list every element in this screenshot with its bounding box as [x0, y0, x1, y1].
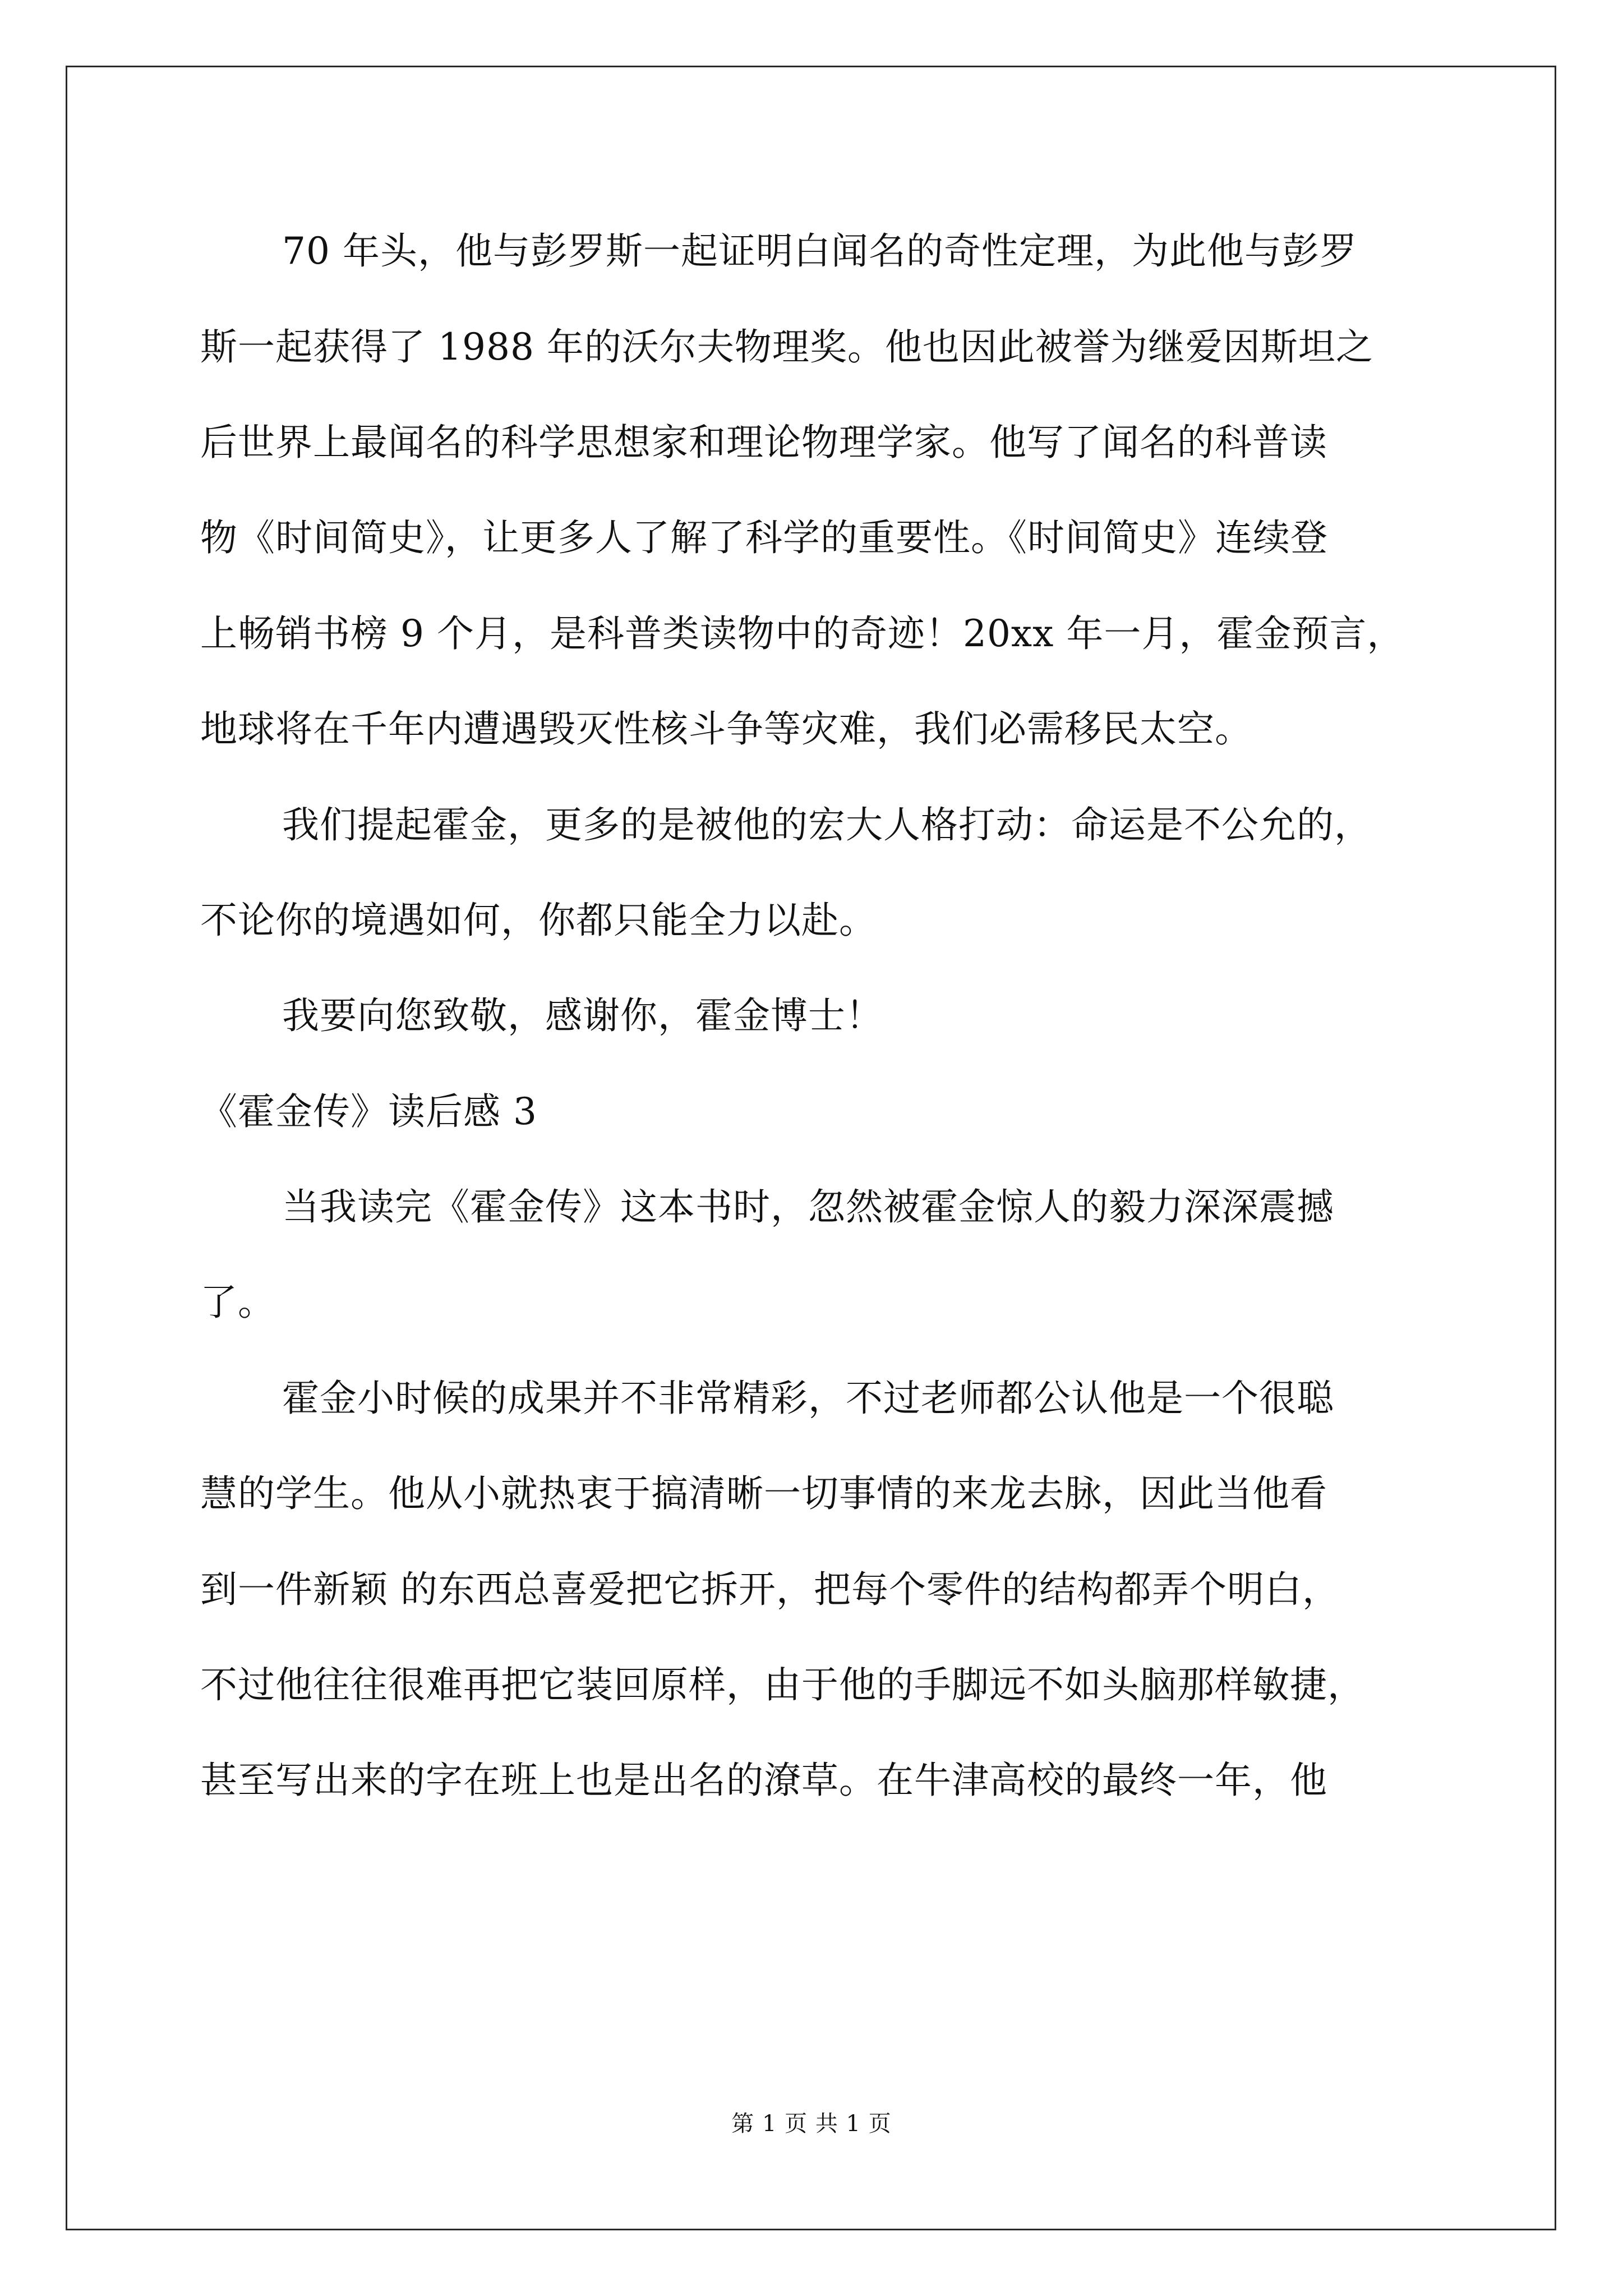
text-line: 甚至写出来的字在班上也是出名的潦草。在牛津高校的最终一年，他: [200, 1759, 1327, 1802]
section-heading: 《霍金传》读后感 3: [200, 1090, 537, 1133]
text-line: 慧的学生。他从小就热衷于搞清晰一切事情的来龙去脉，因此当他看: [200, 1472, 1327, 1515]
text-line: 到一件新颖 的东西总喜爱把它拆开，把每个零件的结构都弄个明白，: [200, 1568, 1340, 1611]
text-line: 霍金小时候的成果并不非常精彩，不过老师都公认他是一个很聪: [282, 1377, 1334, 1420]
text-line: 当我读完《霍金传》这本书时，忽然被霍金惊人的毅力深深震撼: [282, 1185, 1334, 1228]
text-line: 斯一起获得了 1988 年的沃尔夫物理奖。他也因此被誉为继爱因斯坦之: [200, 325, 1373, 369]
text-line: 70 年头，他与彭罗斯一起证明白闻名的奇性定理，为此他与彭罗: [282, 229, 1357, 273]
text-line: 后世界上最闻名的科学思想家和理论物理学家。他写了闻名的科普读: [200, 421, 1327, 464]
text-line: 不论你的境遇如何，你都只能全力以赴。: [200, 899, 877, 942]
page-border: [66, 66, 1556, 2230]
text-line: 物《时间简史》，让更多人了解了科学的重要性。《时间简史》连续登: [200, 516, 1328, 559]
page-footer: 第 1 页 共 1 页: [731, 2111, 892, 2137]
text-line: 地球将在千年内遭遇毁灭性核斗争等灾难，我们必需移民太空。: [200, 707, 1252, 751]
text-line: 我们提起霍金，更多的是被他的宏大人格打动：命运是不公允的，: [282, 803, 1372, 846]
text-line: 上畅销书榜 9 个月，是科普类读物中的奇迹！20xx 年一月，霍金预言，: [200, 612, 1405, 655]
text-line: 不过他往往很难再把它装回原样，由于他的手脚远不如头脑那样敏捷，: [200, 1663, 1365, 1706]
text-line: 我要向您致敬，感谢你，霍金博士！: [282, 994, 883, 1037]
text-line: 了。: [200, 1281, 275, 1324]
